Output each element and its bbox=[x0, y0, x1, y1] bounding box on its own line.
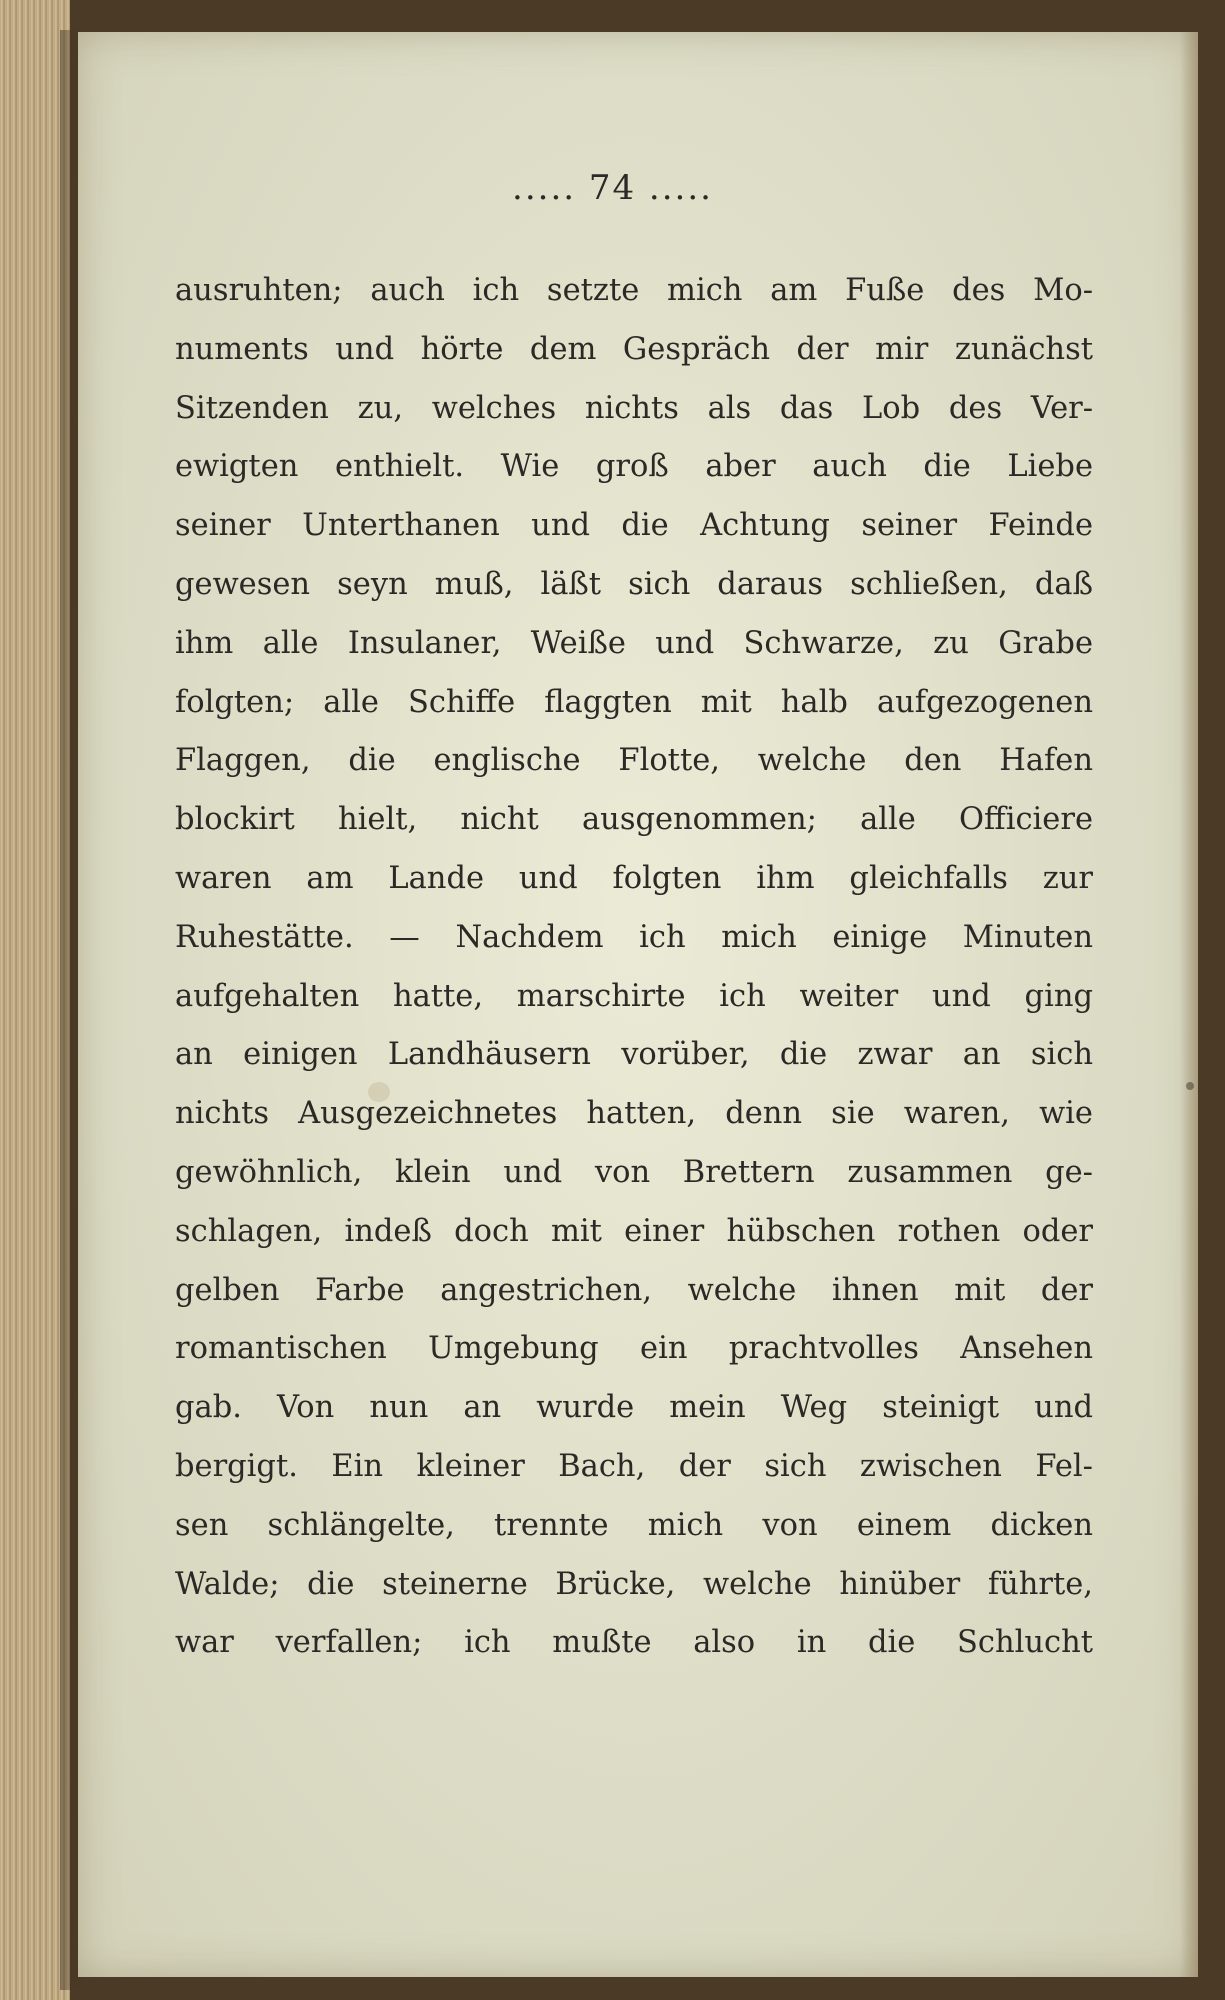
text-line: romantischen Umgebung ein prachtvolles Ansehen bbox=[175, 1331, 1093, 1367]
body-text bbox=[175, 262, 1093, 1673]
text-line: seiner Unterthanen und die Achtung seiner Feinde bbox=[175, 508, 1093, 544]
text-line: Flaggen, die englische Flotte, welche den Hafen bbox=[175, 743, 1093, 779]
text-line: waren am Lande und folgten ihm gleichfalls zur bbox=[175, 860, 1093, 896]
text-line: sen schlängelte, trennte mich von einem dicken bbox=[175, 1507, 1093, 1543]
text-line: gab. Von nun an wurde mein Weg steinigt und bbox=[175, 1390, 1093, 1426]
text-line: an einigen Landhäusern vorüber, die zwar an sich bbox=[175, 1037, 1093, 1073]
text-line: Ruhestätte. — Nachdem ich mich einige Minuten bbox=[175, 919, 1093, 955]
page-right-edge bbox=[1180, 32, 1198, 1977]
text-line: Sitzenden zu, welches nichts als das Lob des Ver- bbox=[175, 390, 1093, 426]
text-line: blockirt hielt, nicht ausgenommen; alle Officiere bbox=[175, 802, 1093, 838]
text-line: gelben Farbe angestrichen, welche ihnen mit der bbox=[175, 1272, 1093, 1308]
text-line: nichts Ausgezeichnetes hatten, denn sie waren, wie bbox=[175, 1096, 1093, 1132]
text-line: bergigt. Ein kleiner Bach, der sich zwischen Fel- bbox=[175, 1448, 1093, 1484]
text-line: schlagen, indeß doch mit einer hübschen rothen oder bbox=[175, 1213, 1093, 1249]
text-line: gewesen seyn muß, läßt sich daraus schließen, daß bbox=[175, 566, 1093, 602]
text-line: ausruhten; auch ich setzte mich am Fuße des Mo- bbox=[175, 273, 1093, 308]
page-number: ..... 74 ..... bbox=[512, 168, 713, 208]
paper-stain bbox=[1186, 1082, 1194, 1090]
text-line: aufgehalten hatte, marschirte ich weiter und ging bbox=[175, 978, 1093, 1014]
text-line: ewigten enthielt. Wie groß aber auch die Liebe bbox=[175, 449, 1093, 485]
text-line: gewöhnlich, klein und von Brettern zusammen ge- bbox=[175, 1154, 1093, 1190]
text-line: folgten; alle Schiffe flaggten mit halb aufgezogenen bbox=[175, 684, 1093, 720]
text-line: war verfallen; ich mußte also in die Schlucht bbox=[175, 1625, 1093, 1661]
text-line: ihm alle Insulaner, Weiße und Schwarze, zu Grabe bbox=[175, 625, 1093, 661]
text-line: Walde; die steinerne Brücke, welche hinüber führte, bbox=[175, 1566, 1093, 1602]
text-line: numents und hörte dem Gespräch der mir zunächst bbox=[175, 331, 1093, 367]
